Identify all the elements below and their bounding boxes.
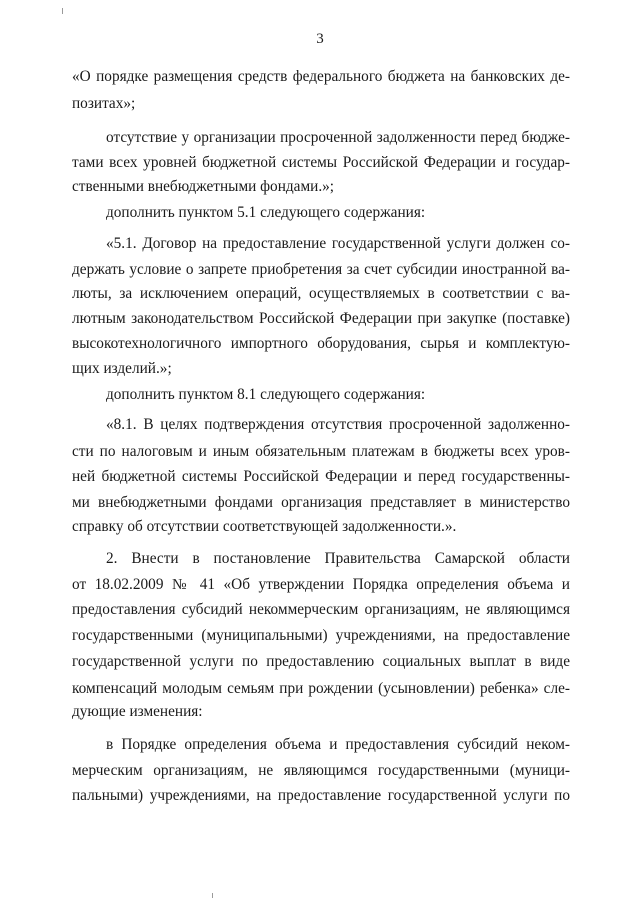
- text-line: «О порядке размещения средств федерального бюджета на банковских де-: [72, 68, 570, 85]
- scan-mark: [212, 893, 213, 898]
- text-line: мерческим организациям, не являющимся государственными (муници-: [72, 762, 570, 779]
- text-line: пальными) учреждениями, на предоставление государственной услуги по: [72, 787, 570, 804]
- text-line: «5.1. Договор на предоставление государственной услуги должен со-: [106, 235, 570, 252]
- text-line: ней бюджетной системы Российской Федерации и перед государственны-: [72, 468, 570, 485]
- text-line: справку об отсутствии соответствующей задолженности.».: [72, 518, 457, 535]
- text-line: в Порядке определения объема и предоставления субсидий неком-: [106, 736, 570, 753]
- text-line: предоставления субсидий некоммерческим организациям, не являющимся: [72, 601, 570, 618]
- text-line: ственными внебюджетными фондами.»;: [72, 178, 335, 195]
- text-line: высокотехнологичного импортного оборудования, сырья и комплектую-: [72, 335, 570, 352]
- text-line: щих изделий.»;: [72, 360, 172, 377]
- text-line: отсутствие у организации просроченной задолженности перед бюдже-: [106, 129, 570, 146]
- text-line: ми внебюджетными фондами организация представляет в министерство: [72, 494, 570, 511]
- text-line: лютным законодательством Российской Федерации при закупке (поставке): [72, 310, 570, 327]
- text-line: сти по налоговым и иным обязательным платежам в бюджеты всех уров-: [72, 443, 570, 460]
- text-line: от 18.02.2009 № 41 «Об утверждении Порядка определения объема и: [72, 576, 570, 593]
- text-line: государственными (муниципальными) учреждениями, на предоставление: [72, 627, 570, 644]
- text-line: люты, за исключением операций, осуществляемых в соответствии с ва-: [72, 285, 570, 302]
- text-line: дующие изменения:: [72, 703, 203, 720]
- page-number: 3: [316, 31, 324, 47]
- text-line: компенсаций молодым семьям при рождении (усыновлении) ребенка» сле-: [72, 680, 570, 697]
- text-line: дополнить пунктом 8.1 следующего содержания:: [106, 386, 426, 403]
- text-line: держать условие о запрете приобретения за счет субсидии иностранной ва-: [72, 261, 570, 278]
- text-line: 2. Внести в постановление Правительства Самарской области: [106, 550, 570, 567]
- text-line: позитах»;: [72, 95, 136, 112]
- text-line: «8.1. В целях подтверждения отсутствия просроченной задолженно-: [106, 416, 570, 433]
- text-line: государственной услуги по предоставлению социальных выплат в виде: [72, 653, 570, 670]
- text-line: дополнить пунктом 5.1 следующего содержания:: [106, 204, 426, 221]
- scan-mark: [62, 8, 63, 14]
- text-line: тами всех уровней бюджетной системы Российской Федерации и государ-: [72, 154, 570, 171]
